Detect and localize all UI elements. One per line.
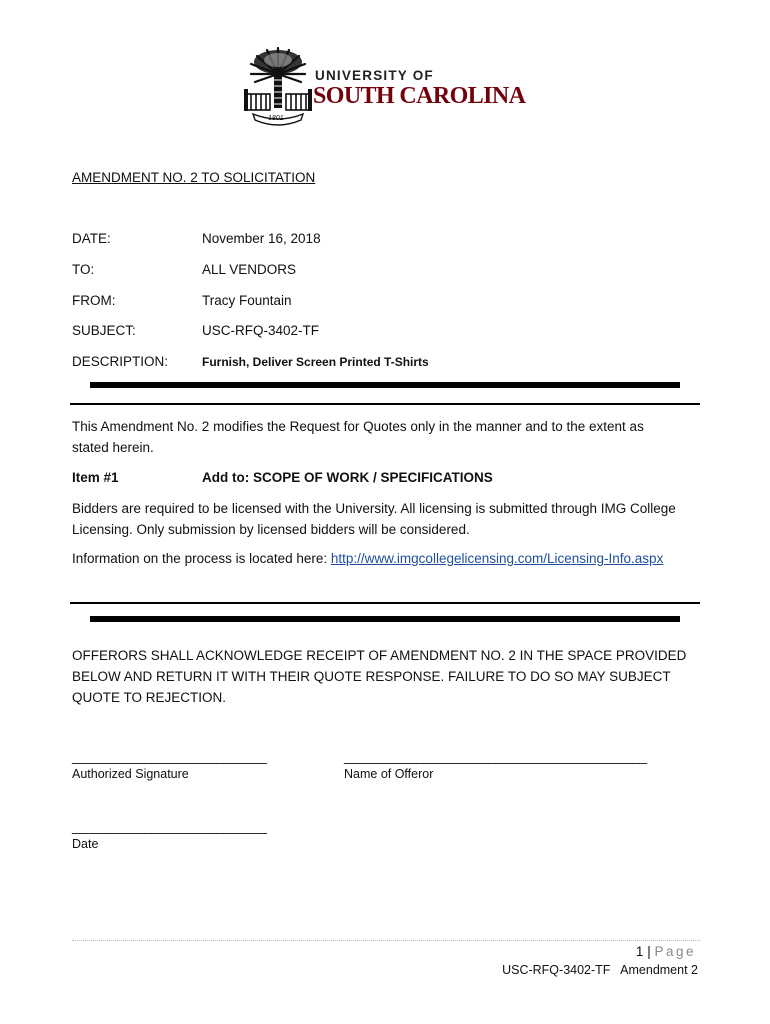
subject-label: SUBJECT: (72, 323, 136, 338)
to-value: ALL VENDORS (202, 262, 297, 277)
info-line (72, 551, 663, 566)
date-signature-line[interactable]: ___________________________ (72, 819, 267, 834)
logo-university-of: UNIVERSITY OF (315, 68, 434, 83)
date-label: DATE: (72, 231, 111, 246)
offeror-name-label: Name of Offeror (344, 767, 434, 781)
thin-divider-top (70, 403, 700, 405)
from-label: FROM: (72, 293, 116, 308)
acknowledge-paragraph: OFFERORS SHALL ACKNOWLEDGE RECEIPT OF AMENDMENT NO. 2 IN THE SPACE PROVIDED BELOW AND RETURN IT WITH THEIR QUOTE RESPONSE. FAILURE TO DO SO MAY SUBJECT QUOTE TO REJECTION. (72, 648, 687, 705)
date-signature-label: Date (72, 837, 99, 851)
footer-doc-ref: USC-RFQ-3402-TF Amendment 2 (502, 963, 698, 977)
page-separator: | (647, 944, 651, 959)
intro-paragraph: This Amendment No. 2 modifies the Request for Quotes only in the manner and to the extent as stated herein. (72, 419, 644, 455)
bidders-paragraph: Bidders are required to be licensed with the University. All licensing is submitted through IMG College Licensing. Only submission by licensed bidders will be considered. (72, 501, 676, 537)
to-label: TO: (72, 262, 95, 277)
thick-divider-top (90, 382, 680, 388)
info-prefix: Information on the process is located here: (72, 551, 331, 566)
item-heading: Add to: SCOPE OF WORK / SPECIFICATIONS (202, 470, 493, 485)
document-title: AMENDMENT NO. 2 TO SOLICITATION (72, 170, 316, 185)
subject-value: USC-RFQ-3402-TF (202, 323, 320, 338)
licensing-info-link[interactable]: http://www.imgcollegelicensing.com/Licensing-Info.aspx (330, 551, 664, 566)
date-value: November 16, 2018 (202, 231, 321, 246)
authorized-signature-line[interactable]: ___________________________ (72, 749, 267, 764)
item-label: Item #1 (72, 470, 119, 485)
footer-rule (72, 940, 700, 941)
thin-divider-bottom (70, 602, 700, 604)
page-word: Page (654, 944, 696, 959)
description-value: Furnish, Deliver Screen Printed T-Shirts (202, 355, 429, 369)
authorized-signature-label: Authorized Signature (72, 767, 189, 781)
usc-logo (243, 44, 533, 128)
page-indicator (636, 944, 696, 959)
from-value: Tracy Fountain (202, 293, 292, 308)
thick-divider-bottom (90, 616, 680, 622)
seal-year: 1801 (268, 115, 284, 122)
offeror-name-line[interactable]: __________________________________________ (344, 749, 647, 764)
description-label: DESCRIPTION: (72, 354, 169, 369)
logo-south-carolina: SOUTH CAROLINA (313, 83, 526, 109)
page-number: 1 (635, 944, 644, 959)
